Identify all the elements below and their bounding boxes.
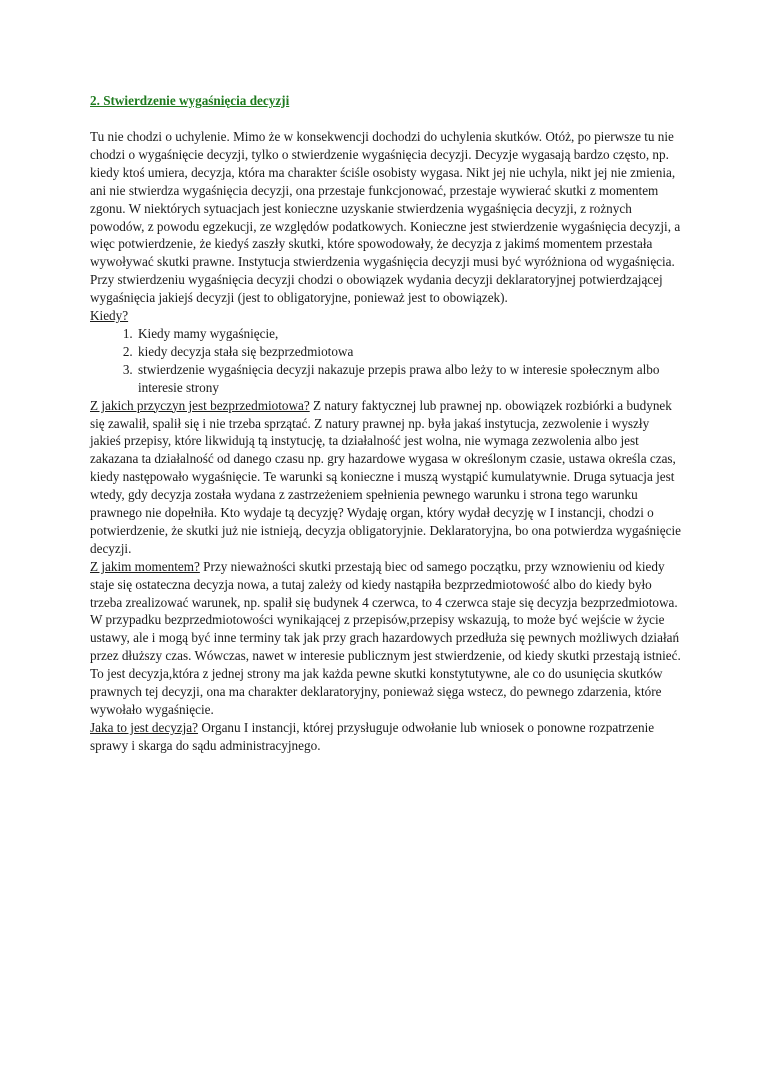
document-body <box>90 92 682 755</box>
list-item: 2. kiedy decyzja stała się bezprzedmiotowa <box>136 343 682 361</box>
list-item: 3. stwierdzenie wygaśnięcia decyzji nakazuje przepis prawa albo leży to w interesie społecznym albo interesie strony <box>136 361 682 397</box>
reasons-paragraph <box>90 397 682 558</box>
when-question-paragraph <box>90 307 682 325</box>
when-list <box>90 325 682 397</box>
blank-line <box>90 110 682 128</box>
moment-paragraph <box>90 558 682 719</box>
section-heading: 2. Stwierdzenie wygaśnięcia decyzji <box>90 93 290 108</box>
what-question: Jaka to jest decyzja? <box>90 719 199 735</box>
list-item: 1. Kiedy mamy wygaśnięcie, <box>136 325 682 343</box>
what-paragraph <box>90 719 682 755</box>
reasons-text: Z natury faktycznej lub prawnej np. obowiązek rozbiórki a budynek się zawalił, spalił się i nie trzeba sprzątać. Z natury prawnej np. była jakaś instytucja, zezwolenie i wyszły jakieś przepisy, które likwidują tą instytucję, ta działalność jest wolna, nie wymaga zezwolenia albo jest zakazana ta działalność od danego czasu np. gry hazardowe wygasa w określonym czasie, ustawa określa czas, kiedy następowało wygaśnięcie. Te warunki są konieczne i muszą wystąpić kumulatywnie. Druga sytuacja jest wtedy, gdy decyzja została wydana z zastrzeżeniem spełnienia pewnego warunku i strona tego warunku prawnego nie dopełniła. Kto wydaje tą decyzję? Wydaję organ, który wydał decyzję w I instancji, chodzi o potwierdzenie, że skutki już nie istnieją, decyzja obligatoryjnie. Deklaratoryjna, bo ona potwierdza wygaśnięcie decyzji. <box>90 397 682 556</box>
when-question: Kiedy? <box>90 308 129 324</box>
reasons-question: Z jakich przyczyn jest bezprzedmiotowa? <box>90 397 310 413</box>
moment-text: Przy nieważności skutki przestają biec od samego początku, przy wznowieniu od kiedy staje się ostateczna decyzja nowa, a tutaj zależy od kiedy nastąpiła bezprzedmiotowość albo do kiedy było trzeba zrealizować warunek, np. spalił się budynek 4 czerwca, to 4 czerwca staje się decyzja bezprzedmiotowa. W przypadku bezprzedmiotowości wynikającej z przepisów,przepisy wskazują, to może być wejście w życie ustawy, ale i mogą być inne terminy tak jak przy grach hazardowych przedłuża się pewnych możliwych działań przez dłuższy czas. Wówczas, nawet w interesie publicznym jest stwierdzenie, od kiedy skutki przestają istnieć. To jest decyzja,która z jednej strony ma jak każda pewne skutki konstytutywne, ale co do usunięcia skutków prawnych tej decyzji, ona ma charakter deklaratoryjny, ponieważ sięga wstecz, do pewnego zdarzenia, które wywołało wygaśnięcie. <box>90 558 681 717</box>
what-text: Organu I instancji, której przysługuje odwołanie lub wniosek o ponowne rozpatrzenie sprawy i skarga do sądu administracyjnego. <box>90 719 655 753</box>
intro-paragraph: Tu nie chodzi o uchylenie. Mimo że w konsekwencji dochodzi do uchylenia skutków. Otóż, po pierwsze tu nie chodzi o wygaśnięcie decyzji, tylko o stwierdzenie wygaśnięcia decyzji. Decyzje wygasają bardzo często, np. kiedy ktoś umiera, decyzja, która ma charakter ściśle osobisty wygasa. Nikt jej nie uchyla, nikt jej nie zmienia, ani nie stwierdza wygaśnięcia decyzji, ona przestaje funkcjonować, przestaje wywierać skutki z momentem zgonu. W niektórych sytuacjach jest konieczne uzyskanie stwierdzenia wygaśnięcia decyzji, z rożnych powodów, z powodu egzekucji, ze względów podatkowych. Konieczne jest stwierdzenie wygaśnięcia decyzji, a więc potwierdzenie, że kiedyś zaszły skutki, które spowodowały, że decyzja z jakimś momentem przestała wywoływać skutki prawne. Instytucja stwierdzenia wygaśnięcia decyzji musi być wyróżniona od wygaśnięcia. Przy stwierdzeniu wygaśnięcia decyzji chodzi o obowiązek wydania decyzji deklaratoryjnej potwierdzającej wygaśnięcia jakiejś decyzji (jest to obligatoryjne, ponieważ jest to obowiązek). <box>90 129 681 306</box>
moment-question: Z jakim momentem? <box>90 558 200 574</box>
